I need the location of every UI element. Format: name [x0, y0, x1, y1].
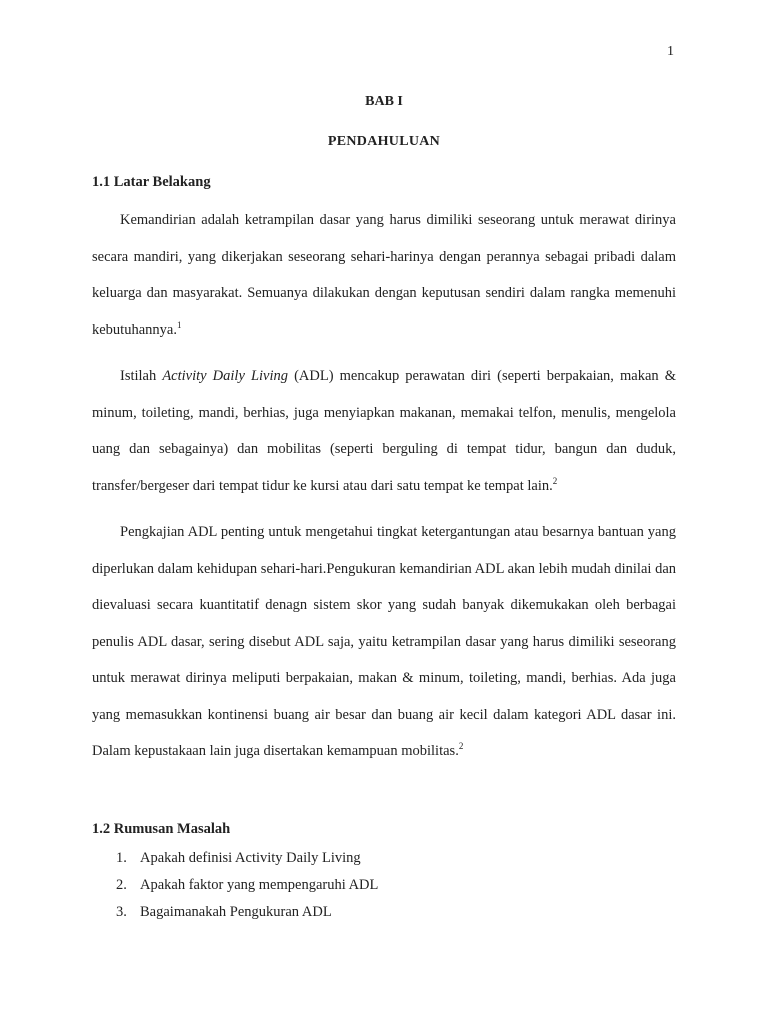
footnote-ref-2: 2 — [552, 475, 558, 486]
chapter-number: BAB I — [365, 94, 403, 109]
section-heading-rumusan-masalah: 1.2 Rumusan Masalah — [92, 821, 231, 837]
paragraph-3-text: Pengkajian ADL penting untuk mengetahui tingkat ketergantungan atau besarnya bantuan yang diperlukan dalam kehidupan sehari-hari.Pengukuran kemandirian ADL akan lebih mudah dinilai dan dievaluasi secara kuantitatif denagn sistem skor yang sudah banyak dikemukakan oleh berbagai penulis ADL dasar, sering disebut ADL saja, yaitu ketrampilan dasar yang harus dimiliki seseorang untuk merawat dirinya meliputi berpakaian, makan & minum, toileting, mandi, berhias. Ada juga yang memasukkan kontinensi buang air besar dan buang air kecil dalam kategori ADL dasar ini. Dalam kepustakaan lain juga disertakan kemampuan mobilitas. — [92, 524, 676, 759]
paragraph-2-italic-term: Activity Daily Living — [162, 368, 289, 384]
paragraph-2-prefix: Istilah — [120, 368, 163, 384]
section-heading-latar-belakang: 1.1 Latar Belakang — [92, 174, 211, 190]
list-item-number: 2. — [116, 877, 127, 893]
page-number: 1 — [667, 44, 674, 59]
footnote-ref-1: 1 — [176, 319, 182, 330]
list-item-number: 1. — [116, 850, 127, 866]
paragraph-2-text: (ADL) mencakup perawatan diri (seperti berpakaian, makan & minum, toileting, mandi, berhias, juga menyiapkan makanan, memakai telfon, menulis, mengelola uang dan sebagainya) dan mobilitas (seperti berguling di tempat tidur, bangun dan duduk, transfer/bergeser dari tempat tidur ke kursi atau dari satu tempat ke tempat lain. — [92, 368, 676, 494]
chapter-title: PENDAHULUAN — [327, 134, 441, 149]
list-item — [116, 899, 378, 926]
list-item-text: Bagaimanakah Pengukuran ADL — [140, 904, 332, 920]
list-item-text: Apakah faktor yang mempengaruhi ADL — [140, 877, 379, 893]
list-item — [116, 845, 378, 872]
problem-list — [116, 845, 378, 926]
paragraph-2 — [92, 358, 676, 504]
paragraph-1 — [92, 202, 676, 348]
list-item-text: Apakah definisi Activity Daily Living — [140, 850, 361, 866]
list-item-number: 3. — [116, 904, 127, 920]
footnote-ref-3: 2 — [458, 741, 464, 751]
paragraph-3 — [92, 514, 676, 770]
paragraph-1-text: Kemandirian adalah ketrampilan dasar yang harus dimiliki seseorang untuk merawat dirinya secara mandiri, yang dikerjakan seseorang sehari-harinya dengan perannya sebagai pribadi dalam keluarga dan masyarakat. Semuanya dilakukan dengan keputusan sendiri dalam rangka memenuhi kebutuhannya. — [92, 212, 676, 338]
list-item — [116, 872, 378, 899]
